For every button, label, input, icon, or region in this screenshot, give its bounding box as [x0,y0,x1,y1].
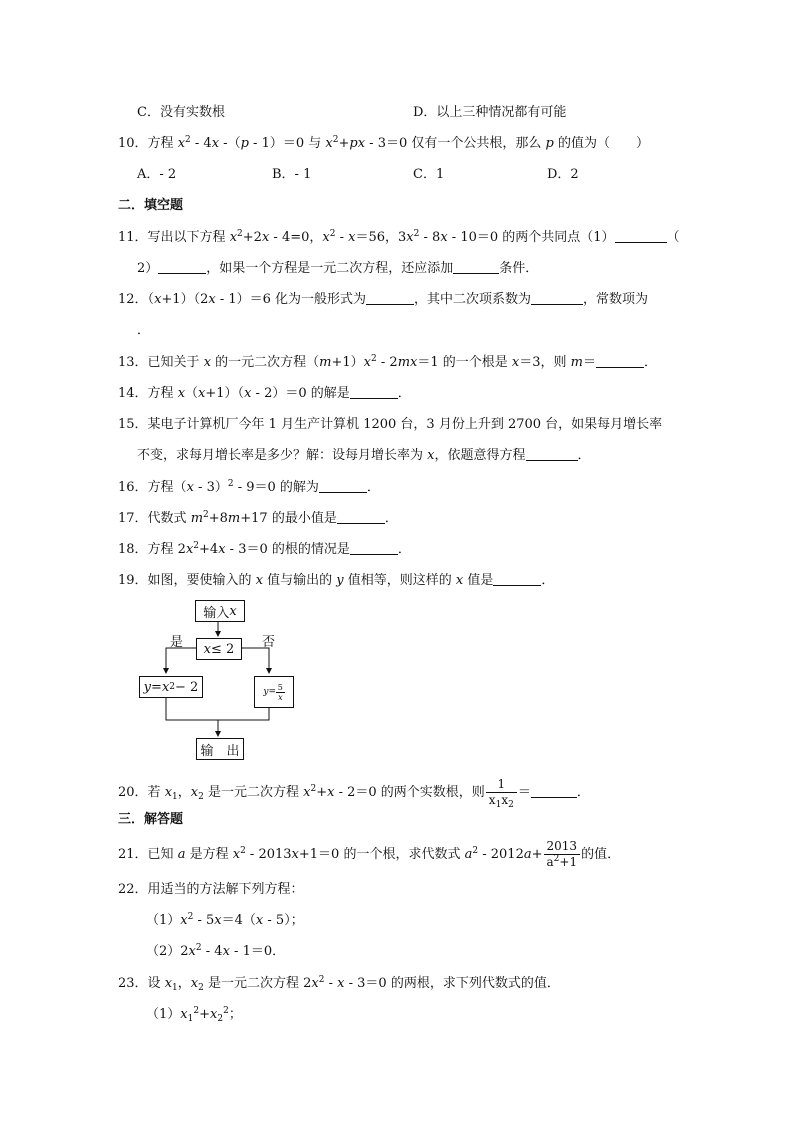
answer-blank [615,230,667,243]
flowchart-right-formula-box: y = $\frac{5}{x}$ [254,676,294,708]
question-16: 16．方程（x - 3）$^2$ - 9＝0 的解为 ． [118,479,380,495]
q9-option-d: D．以上三种情况都有可能 [413,105,567,120]
answer-blank [531,785,577,798]
flowchart-left-formula-box: y = x 2 − 2 [139,676,203,698]
question-17: 17．代数式 $m^2+8m+17$ 的最小值是 ． [118,510,398,526]
flowchart-output-box: 输 出 [196,738,244,760]
fraction-2013-over-a2-plus-1: $\frac{2013}{a^2+1}$ [544,839,581,870]
answer-blank [337,511,385,524]
question-14: 14．方程 x（x+1）（x - 2）＝0 的解是 ． [118,386,411,401]
question-18: 18．方程 $2x^2+4x - 3=0$ 的根的情况是 ． [118,541,411,557]
answer-blank [493,573,541,586]
fraction-1-over-x1x2: $\frac{1}{x_1x_2}$ [486,777,517,808]
q10-option-d: D．2 [547,167,579,182]
section-solutions: 三．解答题 [118,812,184,827]
flowchart-input-box: 输入 x [195,600,245,622]
answer-blank [366,292,414,305]
q10-option-b: B．- 1 [272,167,312,182]
answer-blank [531,292,583,305]
question-20: 20．若 $x_1$，$x_2$ 是一元二次方程 $x^2+x - 2=0$ 的两个实数根，则 $\frac{1}{x_1x_2}$ ＝ ． [118,777,590,810]
answer-blank [319,480,367,493]
flowchart-condition-box: x ≤ 2 [196,638,242,660]
question-21: 21．已知 a 是方程 $x^2 - 2013x+1=0$ 的一个根，求代数式 $a^2 - 2012a+$ $\frac{2013}{a^2+1}$ 的值． [118,839,621,869]
answer-blank [350,542,398,555]
question-22: 22．用适当的方法解下列方程： [118,882,304,897]
q10-option-c: C．1 [413,167,445,182]
answer-blank [453,261,499,274]
question-22-part-2: $(2)2x^2 - 4x - 1=0$． [146,943,286,959]
question-13: 13．已知关于 x 的一元二次方程$(m+1)x^2 - 2mx=1$ 的一个根是 x＝3，则 m＝ ． [118,354,658,370]
flowchart [136,598,296,760]
answer-blank [596,355,644,368]
question-11: 11．写出以下方程 $x^2+2x - 4=0$，$x^2 - x=56$，$3x^2 - 8x - 10=0$ 的两个共同点（1） （ [118,229,680,245]
question-10: 10．方程 $x^2 - 4x$ -（p - 1）＝0 与 $x^2+px - 3=0$ 仅有一个公共根，那么 p 的值为（ ） [118,135,649,151]
answer-blank [158,261,206,274]
question-22-part-1: $(1)x^2 - 5x=4(x - 5)$； [146,912,304,928]
section-fill-in: 二．填空题 [118,198,184,213]
fraction-5-over-x: $\frac{5}{x}$ [277,682,283,702]
answer-blank [526,448,578,461]
question-11-line2: 2） ，如果一个方程是一元二次方程，还应添加 条件． [137,261,539,276]
answer-blank [350,386,398,399]
q10-option-a: A．- 2 [137,167,177,182]
question-23-part-1: $(1)x_1^2+x_2^2$； [146,1006,242,1024]
question-12-line2: ． [137,323,151,338]
flowchart-yes-label: 是 [170,635,184,650]
q9-option-c: C．没有实数根 [137,105,225,120]
question-15-line2: 不变，求每月增长率是多少？解：设每月增长率为 x，依题意得方程 ． [137,448,591,463]
question-23: 23．设 $x_1$，$x_2$ 是一元二次方程 $2x^2 - x - 3=0$ 的两根，求下列代数式的值． [118,975,560,993]
question-12: 12．（x+1）（2x - 1）＝6 化为一般形式为 ，其中二次项系数为 ，常数项为 [118,292,649,307]
question-19: 19．如图，要使输入的 x 值与输出的 y 值相等，则这样的 x 值是 ． [118,573,555,588]
question-15: 15．某电子计算机厂今年 1 月生产计算机 1200 台，3 月份上升到 2700 台，如果每月增长率 [118,417,663,432]
flowchart-no-label: 否 [262,635,276,650]
